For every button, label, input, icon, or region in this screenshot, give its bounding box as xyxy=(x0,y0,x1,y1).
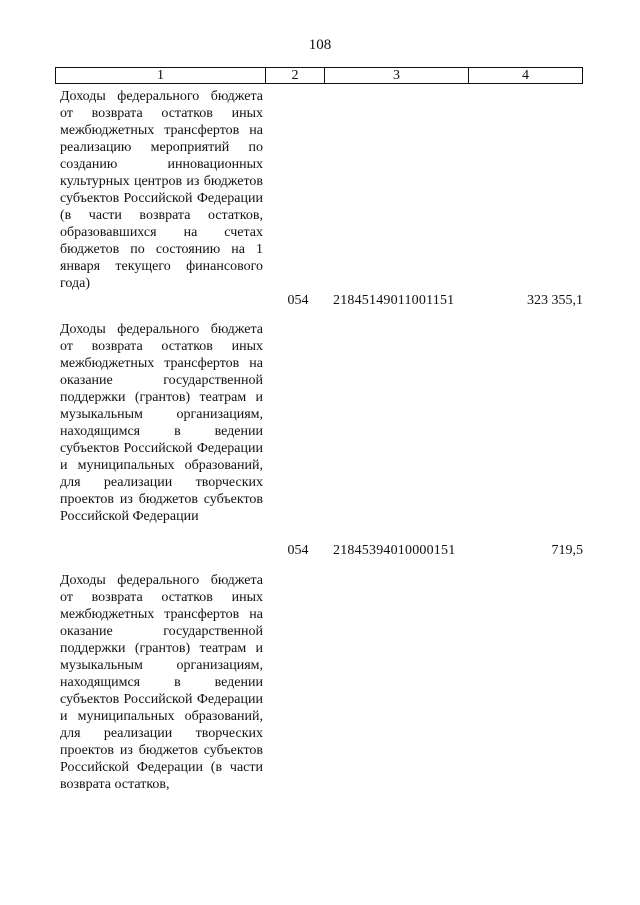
row-kbk-code: 21845149011001151 xyxy=(333,293,455,308)
row-amount: 323 355,1 xyxy=(527,293,583,308)
header-col-3: 3 xyxy=(325,68,469,83)
header-col-1: 1 xyxy=(56,68,266,83)
row-admin-code: 054 xyxy=(287,293,309,308)
table-row xyxy=(0,88,640,318)
row-description: Доходы федерального бюджета от возврата остатков иных межбюджетных трансфертов на оказание государственной поддержки (грантов) театрам и музыкальным организациям, находящимся в ведении субъектов Российской Федерации и муниципальных образований, для реализации творческих проектов из бюджетов субъектов Российской Федерации xyxy=(60,322,263,524)
table-row xyxy=(0,572,640,842)
row-description: Доходы федерального бюджета от возврата остатков иных межбюджетных трансфертов на оказание государственной поддержки (грантов) театрам и музыкальным организациям, находящимся в ведении субъектов Российской Федерации и муниципальных образований, для реализации творческих проектов из бюджетов субъектов Российской Федерации (в части возврата остатков, xyxy=(60,573,263,792)
table-row xyxy=(0,321,640,561)
row-admin-code: 054 xyxy=(287,543,309,558)
header-col-4: 4 xyxy=(522,68,529,83)
table-header xyxy=(55,67,583,84)
header-col-2: 2 xyxy=(266,68,325,83)
row-amount: 719,5 xyxy=(551,543,583,558)
row-description: Доходы федерального бюджета от возврата остатков иных межбюджетных трансфертов на реализацию мероприятий по созданию инновационных культурных центров из бюджетов субъектов Российской Федерации (в части возврата остатков, образовавшихся на счетах бюджетов по состоянию на 1 января текущего финансового года) xyxy=(60,89,263,291)
row-kbk-code: 21845394010000151 xyxy=(333,543,456,558)
page-number: 108 xyxy=(308,37,332,53)
